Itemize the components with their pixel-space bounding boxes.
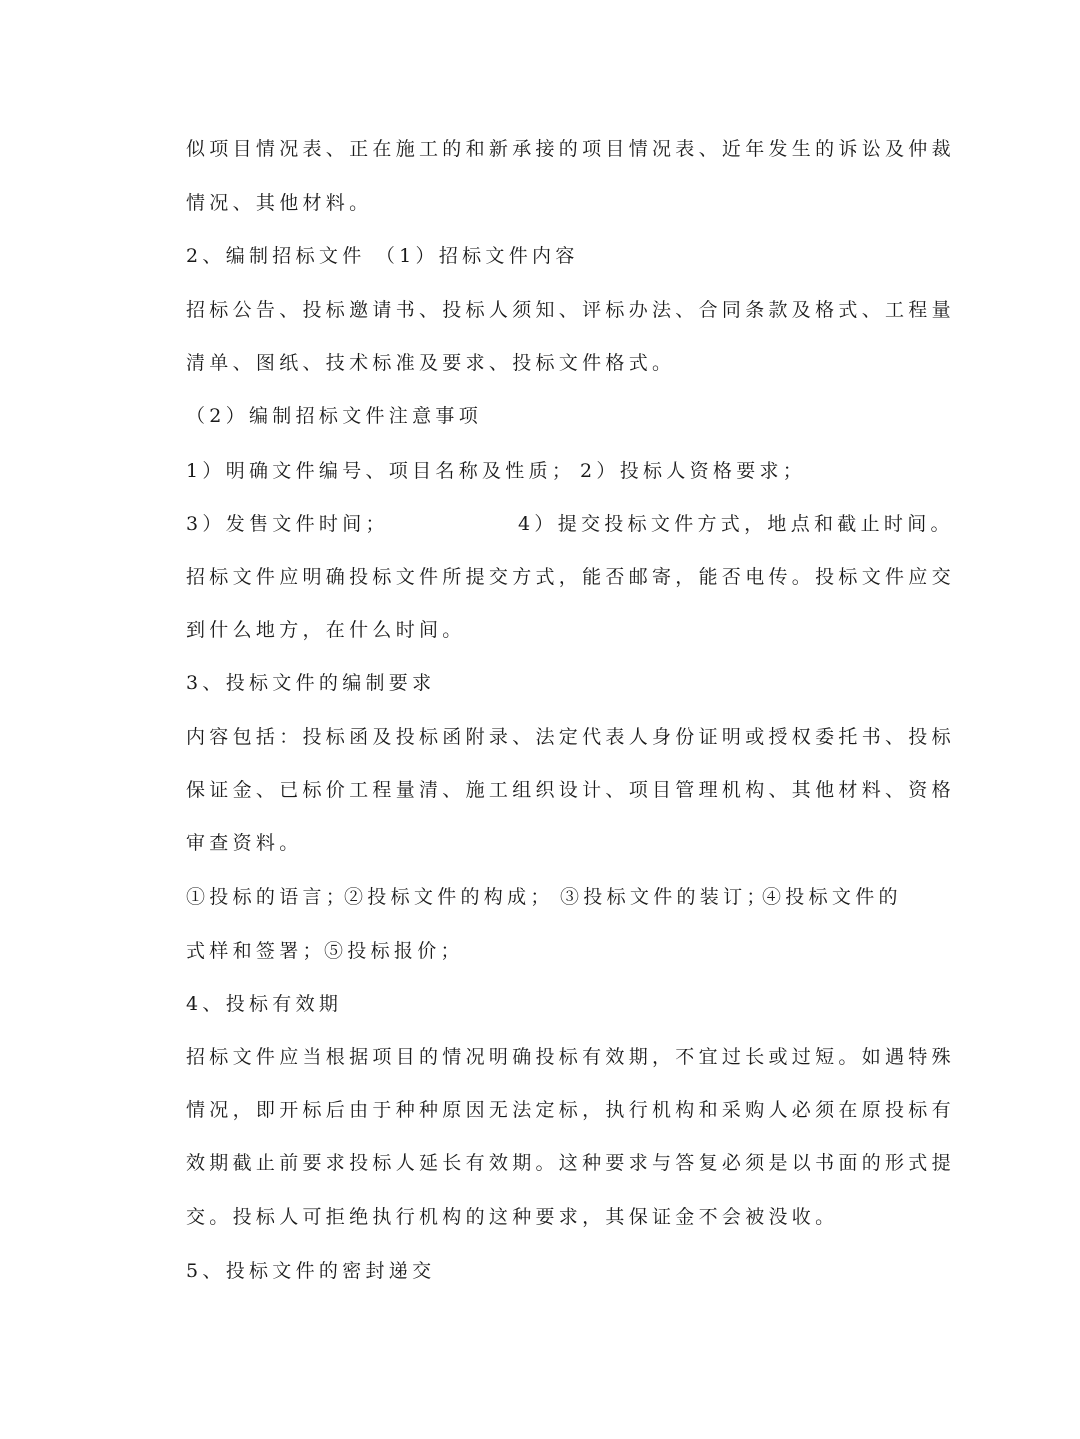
section-heading-5: 5、投标文件的密封递交	[186, 1260, 436, 1282]
list-item-2: 2）投标人资格要求；	[580, 460, 807, 482]
list-item-4: 4）提交投标文件方式，地点和截止时间。	[518, 513, 954, 535]
list-item-circled-4-cont: 式样和签署；	[186, 940, 326, 962]
text-line-2: 情况、其他材料。	[186, 192, 373, 214]
list-item-circled-1: ①投标的语言；	[186, 886, 350, 908]
text-line-14: 内容包括：投标函及投标函附录、法定代表人身份证明或授权委托书、投标	[186, 726, 955, 748]
section-heading-4: 4、投标有效期	[186, 993, 343, 1015]
list-item-circled-3: ③投标文件的装订；	[560, 886, 770, 908]
text-line-27: 交。投标人可拒绝执行机构的这种要求，其保证金不会被没收。	[186, 1206, 839, 1228]
list-item-circled-2: ②投标文件的构成；	[344, 886, 554, 908]
list-item-3: 3）发售文件时间；	[186, 513, 389, 535]
list-item-1: 1）明确文件编号、项目名称及性质；	[186, 460, 576, 482]
text-line-25: 情况，即开标后由于种种原因无法定标，执行机构和采购人必须在原投标有	[186, 1099, 955, 1121]
text-line-12: 到什么地方，在什么时间。	[186, 619, 466, 641]
list-item-circled-4: ④投标文件的	[762, 886, 902, 908]
section-heading-3: 3、投标文件的编制要求	[186, 672, 436, 694]
text-line-1: 似项目情况表、正在施工的和新承接的项目情况表、近年发生的诉讼及仲裁	[186, 138, 955, 160]
section-heading-2: 2、编制招标文件 （1）招标文件内容	[186, 245, 579, 267]
subsection-heading-2: （2）编制招标文件注意事项	[186, 405, 482, 427]
text-line-16: 审查资料。	[186, 832, 303, 854]
text-line-15: 保证金、已标价工程量清、施工组织设计、项目管理机构、其他材料、资格	[186, 779, 955, 801]
list-item-circled-5: ⑤投标报价；	[324, 940, 464, 962]
text-line-26: 效期截止前要求投标人延长有效期。这种要求与答复必须是以书面的形式提	[186, 1152, 955, 1174]
text-line-11: 招标文件应明确投标文件所提交方式，能否邮寄，能否电传。投标文件应交	[186, 566, 955, 588]
text-line-4: 招标公告、投标邀请书、投标人须知、评标办法、合同条款及格式、工程量	[186, 299, 955, 321]
text-line-5: 清单、图纸、技术标准及要求、投标文件格式。	[186, 352, 676, 374]
text-line-24: 招标文件应当根据项目的情况明确投标有效期，不宜过长或过短。如遇特殊	[186, 1046, 955, 1068]
